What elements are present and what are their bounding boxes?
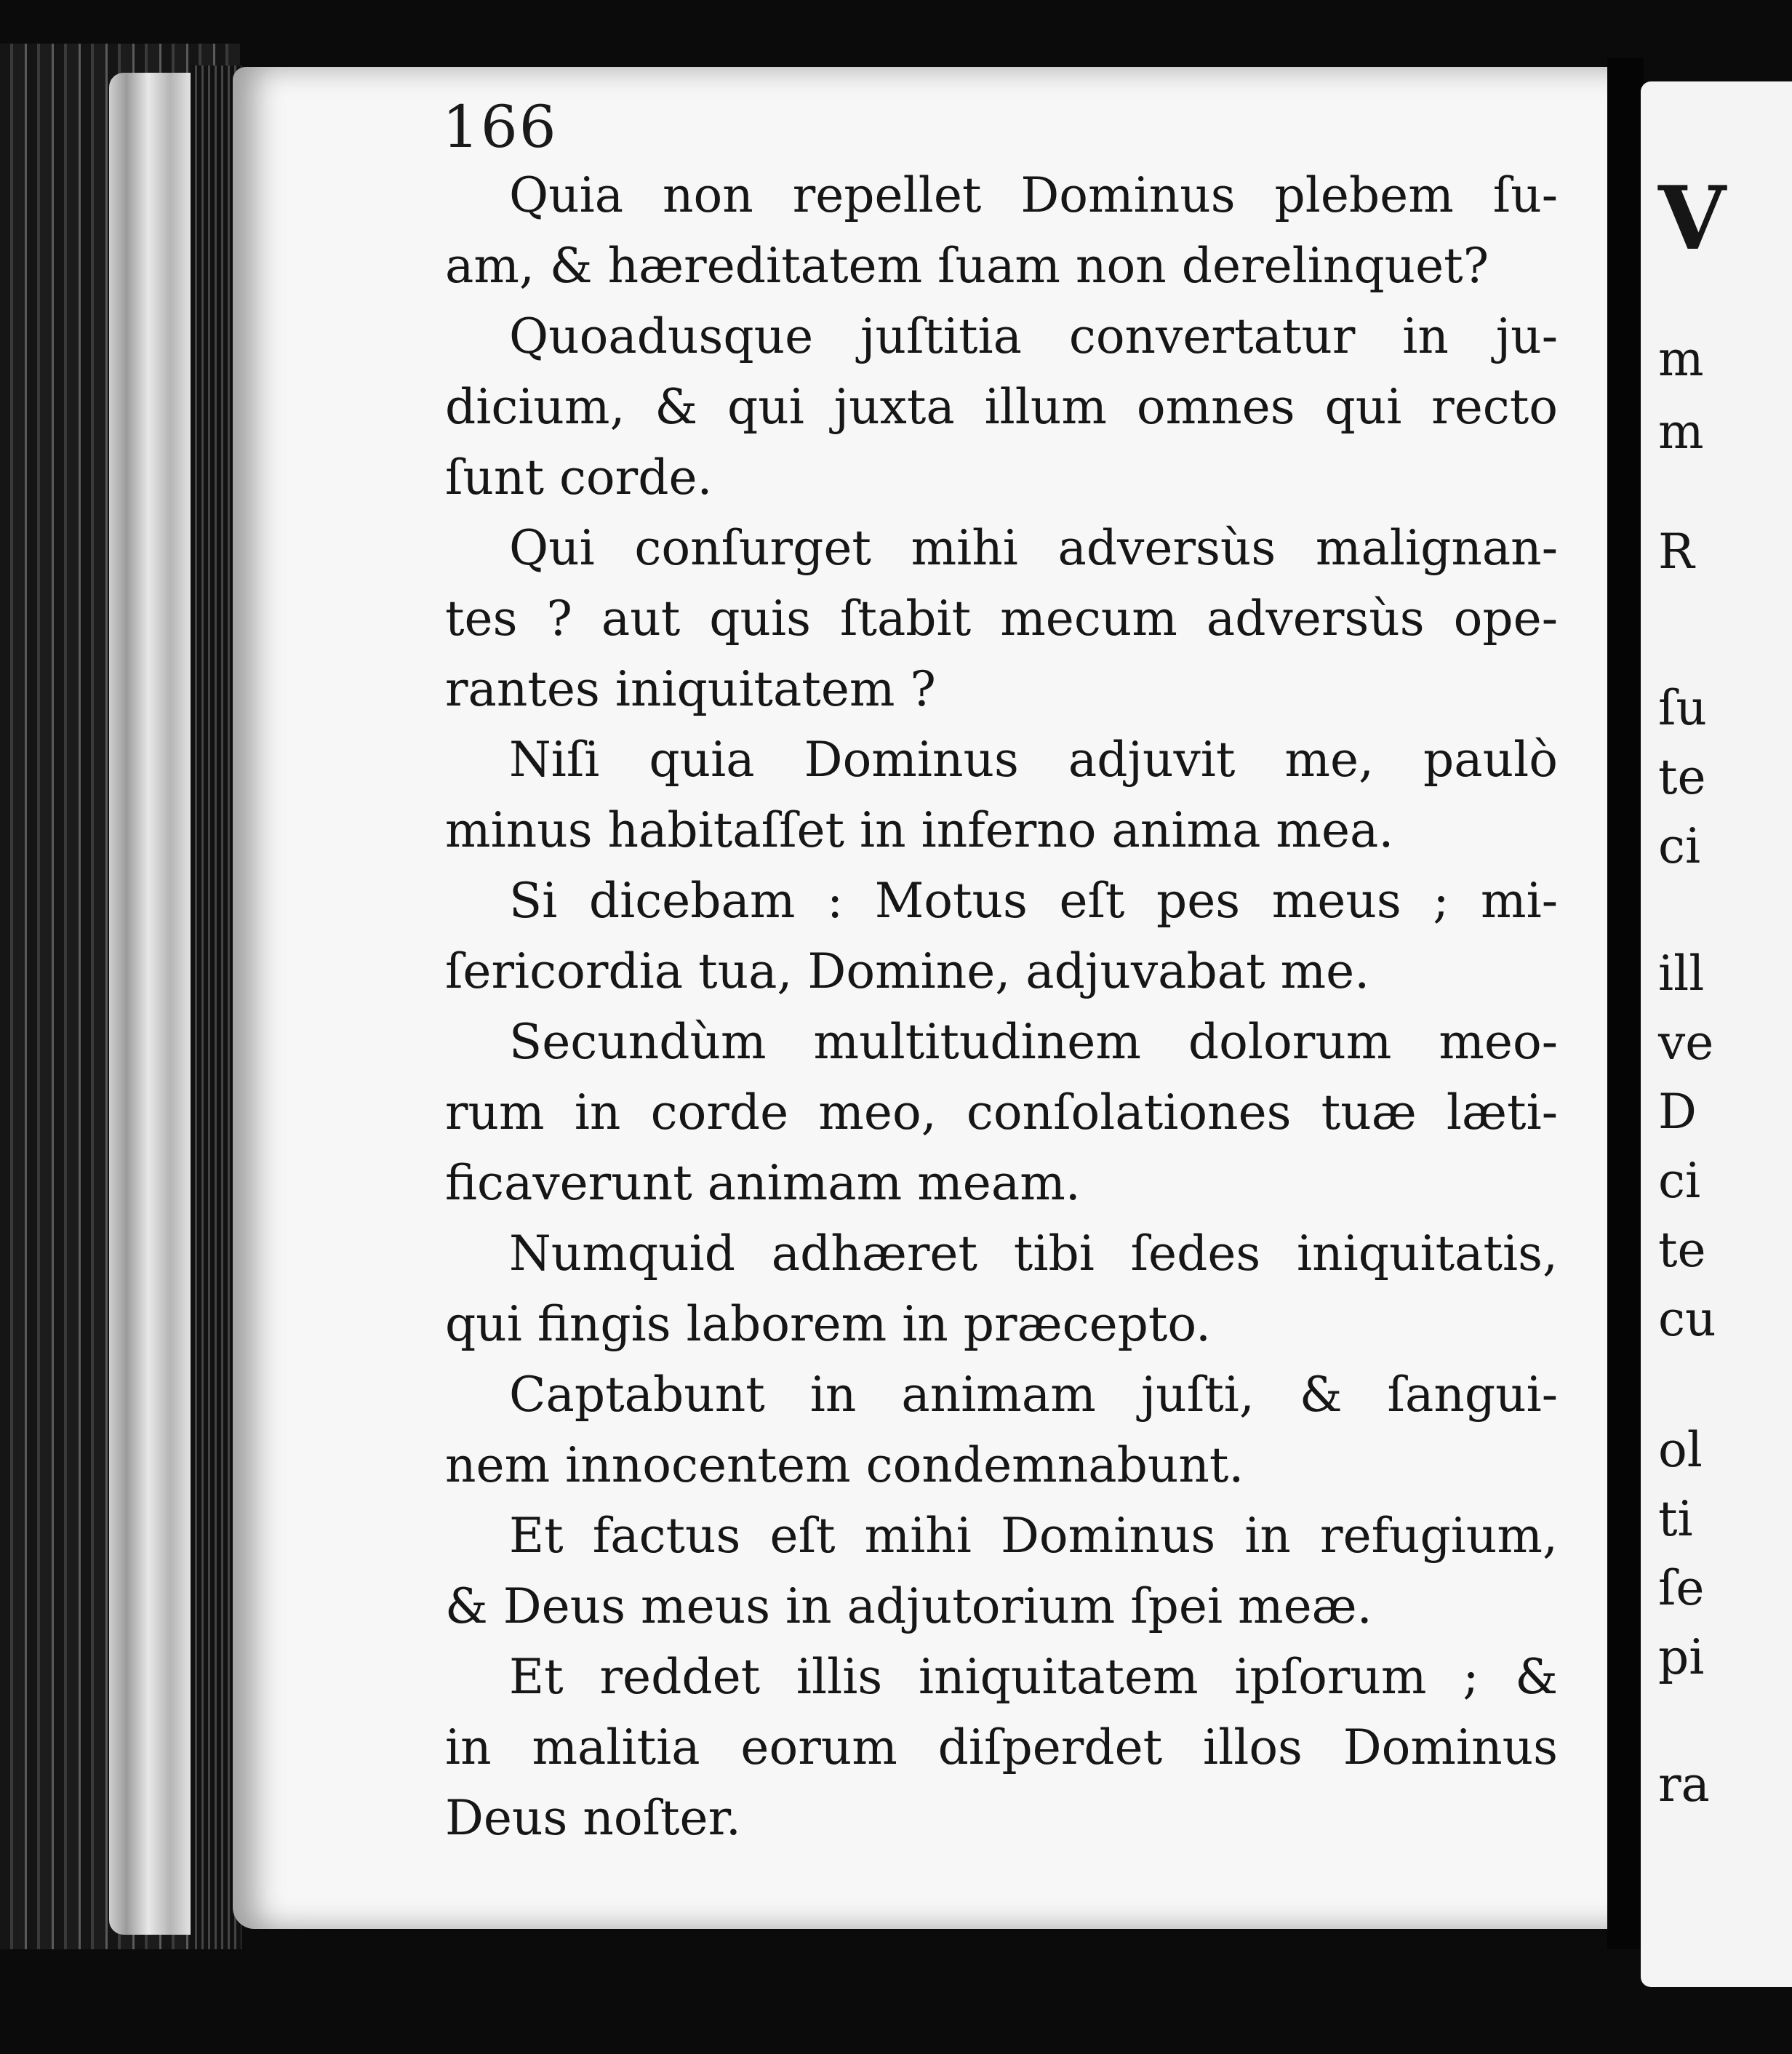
page-edges	[109, 73, 196, 1935]
right-page-fragment: cu	[1658, 1291, 1716, 1347]
right-page-fragment: ve	[1658, 1015, 1714, 1071]
right-page-fragment: ſu	[1658, 680, 1707, 736]
text-line: Si dicebam : Motus eſt pes meus ; mi-	[509, 873, 1558, 929]
right-page-fragment: te	[1658, 1222, 1706, 1278]
text-line: rum in corde meo, conſolationes tuæ læti-	[445, 1084, 1558, 1140]
right-page-fragment: ſe	[1658, 1560, 1705, 1616]
text-line: in malitia eorum diſperdet illos Dominus	[445, 1719, 1558, 1775]
verse	[445, 724, 1558, 866]
text-line: Quia non repellet Dominus plebem ſu-	[509, 167, 1558, 223]
text-line: Quoadusque juſtitia convertatur in ju-	[509, 308, 1558, 364]
verse	[445, 1642, 1558, 1853]
text-line: Qui conſurget mihi adversùs malignan-	[509, 520, 1558, 576]
text-line: qui fingis laborem in præcepto.	[445, 1296, 1211, 1352]
verse	[445, 1007, 1558, 1218]
text-line: rantes iniquitatem ?	[445, 661, 936, 717]
verse	[445, 1218, 1558, 1359]
right-page-fragment: ci	[1658, 818, 1701, 874]
verse	[445, 513, 1558, 724]
verse	[445, 866, 1558, 1007]
text-line: ſunt corde.	[445, 449, 713, 505]
right-page-fragment: m	[1658, 404, 1704, 460]
verse	[445, 160, 1558, 301]
text-line: Et factus eſt mihi Dominus in refugium,	[509, 1508, 1558, 1564]
book-gutter	[1607, 58, 1644, 1949]
right-page-fragment: ci	[1658, 1153, 1701, 1209]
text-line: Numquid adhæret tibi ſedes iniquitatis,	[509, 1226, 1558, 1282]
verse	[445, 301, 1558, 513]
verse	[445, 1359, 1558, 1500]
psalm-text	[445, 160, 1558, 1853]
text-line: & Deus meus in adjutorium ſpei meæ.	[445, 1578, 1372, 1634]
text-line: Deus noſter.	[445, 1790, 741, 1846]
right-page-fragment: V	[1658, 167, 1727, 270]
right-page-fragment: ti	[1658, 1491, 1693, 1547]
right-page-fragment: D	[1658, 1084, 1697, 1140]
text-line: minus habitaſſet in inferno anima mea.	[445, 802, 1394, 858]
text-line: Niſi quia Dominus adjuvit me, paulò	[509, 732, 1558, 788]
right-page-fragment: pi	[1658, 1629, 1705, 1685]
text-line: ficaverunt animam meam.	[445, 1155, 1081, 1211]
text-line: nem innocentem condemnabunt.	[445, 1437, 1244, 1493]
text-line: am, & hæreditatem ſuam non derelinquet?	[445, 238, 1489, 294]
right-page-fragment: ill	[1658, 946, 1705, 1002]
text-line: Captabunt in animam juſti, & ſangui-	[509, 1367, 1558, 1423]
text-line: Secundùm multitudinem dolorum meo-	[509, 1014, 1558, 1070]
right-page-fragment: te	[1658, 749, 1706, 805]
text-line: dicium, & qui juxta illum omnes qui recto	[445, 379, 1558, 435]
right-page-fragment: m	[1658, 331, 1704, 387]
right-page-fragment: ol	[1658, 1422, 1703, 1478]
text-line: ſericordia tua, Domine, adjuvabat me.	[445, 943, 1370, 999]
page-number: 166	[442, 93, 558, 161]
text-line: tes ? aut quis ſtabit mecum adversùs ope-	[445, 591, 1558, 647]
book-fore-edge	[0, 44, 240, 1949]
text-line: Et reddet illis iniquitatem ipſorum ; &	[509, 1649, 1558, 1705]
right-page-fragment: ra	[1658, 1757, 1710, 1813]
verse	[445, 1500, 1558, 1642]
right-page-fragment: R	[1658, 524, 1695, 580]
